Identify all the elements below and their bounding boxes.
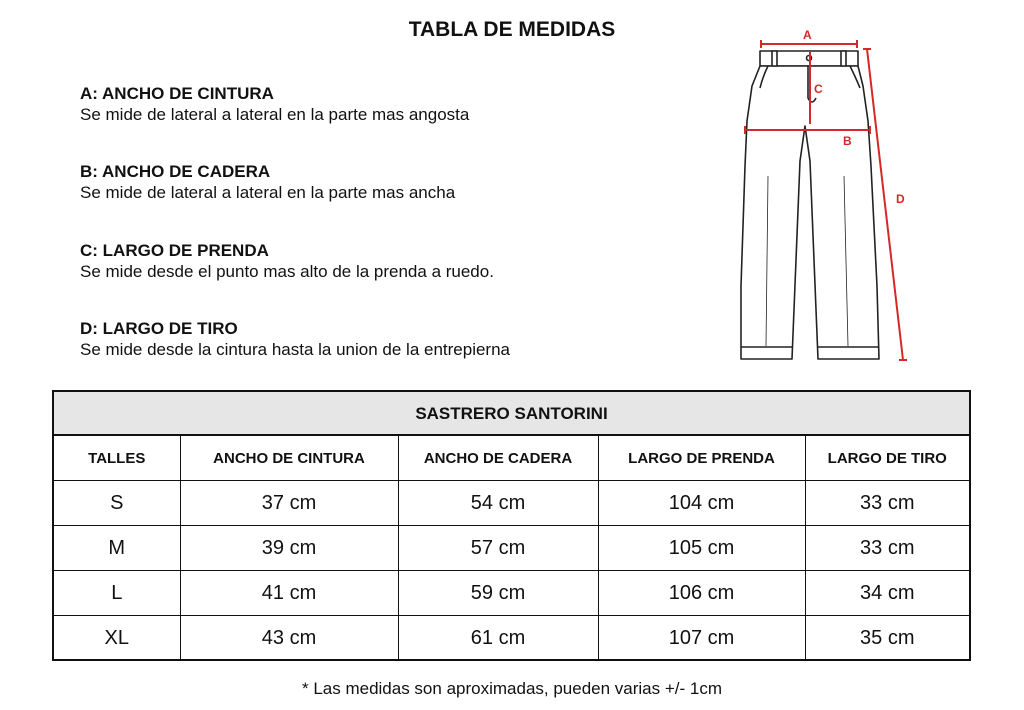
definition-b: [80, 162, 680, 204]
definition-text: Se mide de lateral a lateral en la parte mas ancha: [80, 183, 456, 202]
header-row: [54, 436, 969, 481]
table-cell: 107 cm: [598, 616, 805, 661]
table-cell: 33 cm: [805, 481, 969, 526]
table-cell: 57 cm: [398, 526, 598, 571]
definition-c: [80, 241, 680, 283]
label-b: B: [843, 134, 852, 148]
table-cell: 104 cm: [598, 481, 805, 526]
table-cell: 37 cm: [180, 481, 398, 526]
label-d: D: [896, 192, 905, 206]
table-row: [54, 481, 969, 526]
definition-heading: A: ANCHO DE CINTURA: [80, 84, 274, 103]
label-c: C: [814, 82, 823, 96]
label-a: A: [803, 28, 812, 42]
table-row: [54, 616, 969, 661]
definition-a: [80, 84, 680, 126]
definition-heading: B: ANCHO DE CADERA: [80, 162, 271, 181]
table-cell: XL: [54, 616, 180, 661]
table-cell: 105 cm: [598, 526, 805, 571]
pants-diagram: [730, 26, 920, 371]
definition-text: Se mide desde el punto mas alto de la prenda a ruedo.: [80, 262, 494, 281]
header-cell: LARGO DE PRENDA: [598, 436, 805, 481]
table-cell: L: [54, 571, 180, 616]
table-title: SASTRERO SANTORINI: [54, 392, 969, 436]
size-table: [52, 390, 971, 661]
table-cell: M: [54, 526, 180, 571]
page-title: TABLA DE MEDIDAS: [408, 18, 616, 41]
table-cell: 43 cm: [180, 616, 398, 661]
header-cell: LARGO DE TIRO: [805, 436, 969, 481]
table-cell: 59 cm: [398, 571, 598, 616]
footnote: * Las medidas son aproximadas, pueden varias +/- 1cm: [301, 679, 723, 698]
definition-d: [80, 319, 680, 361]
table-cell: S: [54, 481, 180, 526]
table-cell: 35 cm: [805, 616, 969, 661]
definition-text: Se mide de lateral a lateral en la parte mas angosta: [80, 105, 470, 124]
size-grid: [54, 436, 969, 660]
table-row: [54, 526, 969, 571]
table-cell: 39 cm: [180, 526, 398, 571]
pants-illustration: [730, 26, 920, 371]
header-cell: TALLES: [54, 436, 180, 481]
header-cell: ANCHO DE CINTURA: [180, 436, 398, 481]
table-cell: 54 cm: [398, 481, 598, 526]
definition-heading: C: LARGO DE PRENDA: [80, 241, 269, 260]
table-row: [54, 571, 969, 616]
header-cell: ANCHO DE CADERA: [398, 436, 598, 481]
table-cell: 41 cm: [180, 571, 398, 616]
table-cell: 33 cm: [805, 526, 969, 571]
table-cell: 34 cm: [805, 571, 969, 616]
table-cell: 106 cm: [598, 571, 805, 616]
definition-heading: D: LARGO DE TIRO: [80, 319, 238, 338]
table-cell: 61 cm: [398, 616, 598, 661]
definition-text: Se mide desde la cintura hasta la union de la entrepierna: [80, 340, 511, 359]
